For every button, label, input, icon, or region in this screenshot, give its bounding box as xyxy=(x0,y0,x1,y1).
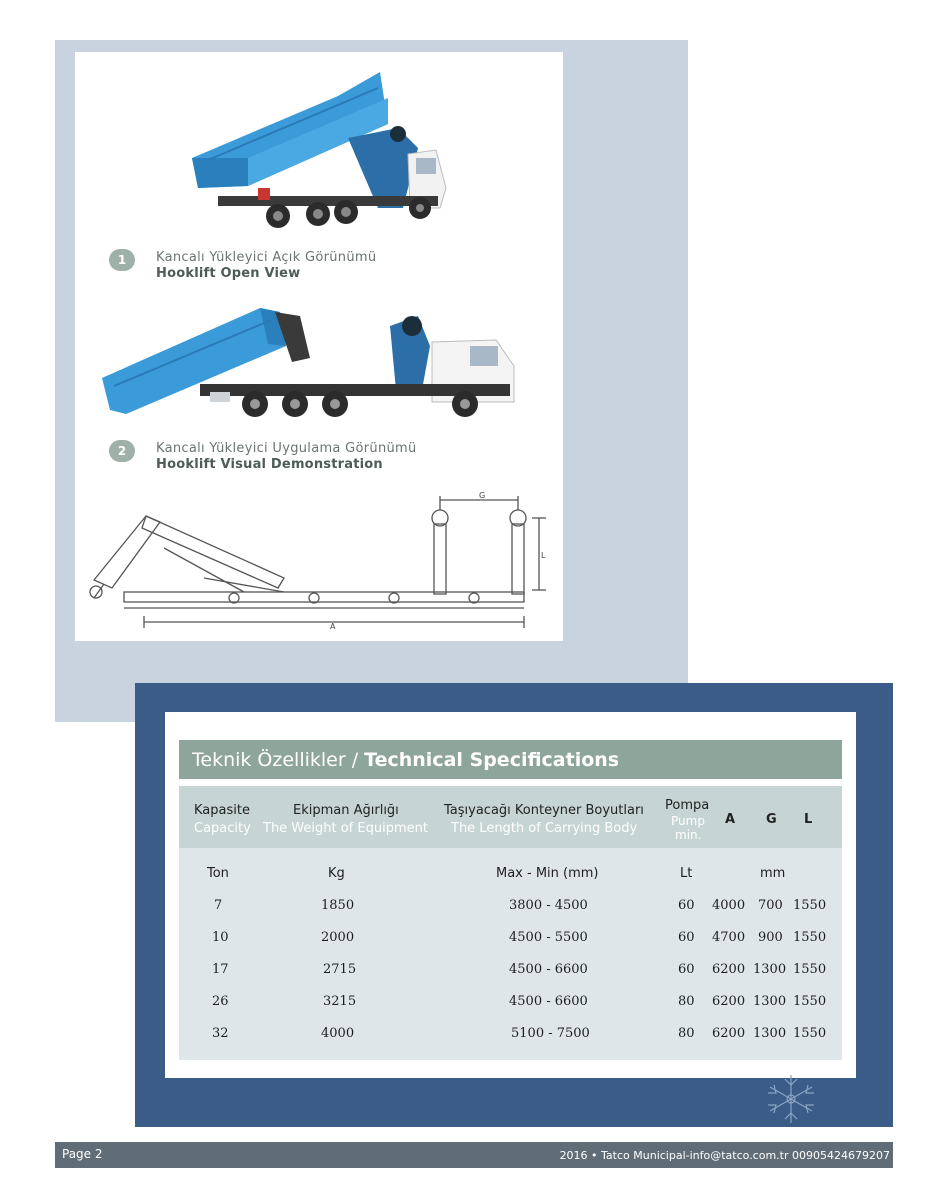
caption-turkish-text: Kancalı Yükleyici Uygulama Görünümü xyxy=(156,441,417,456)
cell-capacity: 7 xyxy=(214,898,223,913)
cell-a: 4700 xyxy=(712,930,746,945)
dimension-label-l: L xyxy=(541,551,546,560)
header-weight-en: The Weight of Equipment xyxy=(263,821,428,836)
header-length-tr: Taşıyacağı Konteyner Boyutları xyxy=(444,803,644,818)
cell-g: 700 xyxy=(758,898,783,913)
unit-mm: mm xyxy=(760,866,786,881)
unit-lt: Lt xyxy=(680,866,693,881)
hooklift-truck-tipping-image xyxy=(188,68,448,233)
caption-number-badge: 1 xyxy=(109,249,135,271)
cell-length: 4500 - 6600 xyxy=(509,994,588,1009)
hooklift-technical-drawing xyxy=(84,488,554,633)
page-number: Page 2 xyxy=(62,1147,103,1161)
caption-english-text: Hooklift Visual Demonstration xyxy=(156,457,383,472)
cell-pump: 60 xyxy=(678,962,695,977)
specs-title xyxy=(192,749,619,771)
header-l: L xyxy=(804,812,813,827)
caption-english-text: Hooklift Open View xyxy=(156,266,301,281)
cell-pump: 60 xyxy=(678,930,695,945)
header-pump-min: min. xyxy=(675,828,702,842)
cell-l: 1550 xyxy=(793,962,827,977)
cell-a: 6200 xyxy=(712,962,746,977)
cell-l: 1550 xyxy=(793,1026,827,1041)
cell-l: 1550 xyxy=(793,930,827,945)
unit-ton: Ton xyxy=(207,866,229,881)
cell-pump: 80 xyxy=(678,1026,695,1041)
cell-weight: 4000 xyxy=(321,1026,355,1041)
snowflake-icon xyxy=(752,1073,830,1125)
cell-weight: 2000 xyxy=(321,930,355,945)
footer-contact: 2016 • Tatco Municipal-info@tatco.com.tr 00905424679207 xyxy=(559,1149,890,1162)
caption-number-badge: 2 xyxy=(109,440,135,462)
cell-weight: 2715 xyxy=(323,962,357,977)
cell-capacity: 17 xyxy=(212,962,229,977)
cell-l: 1550 xyxy=(793,898,827,913)
cell-g: 1300 xyxy=(753,994,787,1009)
cell-capacity: 32 xyxy=(212,1026,229,1041)
header-pump-tr: Pompa xyxy=(665,798,710,813)
header-a: A xyxy=(725,812,736,827)
header-g: G xyxy=(766,812,777,827)
caption-turkish-text: Kancalı Yükleyici Açık Görünümü xyxy=(156,250,377,265)
cell-a: 6200 xyxy=(712,1026,746,1041)
cell-l: 1550 xyxy=(793,994,827,1009)
header-capacity-tr: Kapasite xyxy=(194,803,250,818)
cell-length: 4500 - 5500 xyxy=(509,930,588,945)
header-pump-en: Pump xyxy=(671,814,705,828)
cell-pump: 60 xyxy=(678,898,695,913)
cell-a: 4000 xyxy=(712,898,746,913)
cell-length: 4500 - 6600 xyxy=(509,962,588,977)
cell-length: 3800 - 4500 xyxy=(509,898,588,913)
cell-a: 6200 xyxy=(712,994,746,1009)
unit-kg: Kg xyxy=(328,866,345,881)
cell-g: 900 xyxy=(758,930,783,945)
header-length-en: The Length of Carrying Body xyxy=(451,821,638,836)
dimension-label-a: A xyxy=(330,622,336,631)
header-weight-tr: Ekipman Ağırlığı xyxy=(293,803,399,818)
cell-length: 5100 - 7500 xyxy=(511,1026,590,1041)
cell-weight: 3215 xyxy=(323,994,357,1009)
cell-capacity: 10 xyxy=(212,930,229,945)
cell-weight: 1850 xyxy=(321,898,355,913)
cell-g: 1300 xyxy=(753,962,787,977)
hooklift-truck-loading-image xyxy=(100,306,520,421)
cell-g: 1300 xyxy=(753,1026,787,1041)
specs-title-tr: Teknik Özellikler / xyxy=(192,749,365,771)
specs-title-en: Technical Specifications xyxy=(364,749,620,771)
cell-pump: 80 xyxy=(678,994,695,1009)
unit-range: Max - Min (mm) xyxy=(496,866,599,881)
header-capacity-en: Capacity xyxy=(194,821,251,836)
dimension-label-g: G xyxy=(479,491,486,500)
cell-capacity: 26 xyxy=(212,994,229,1009)
